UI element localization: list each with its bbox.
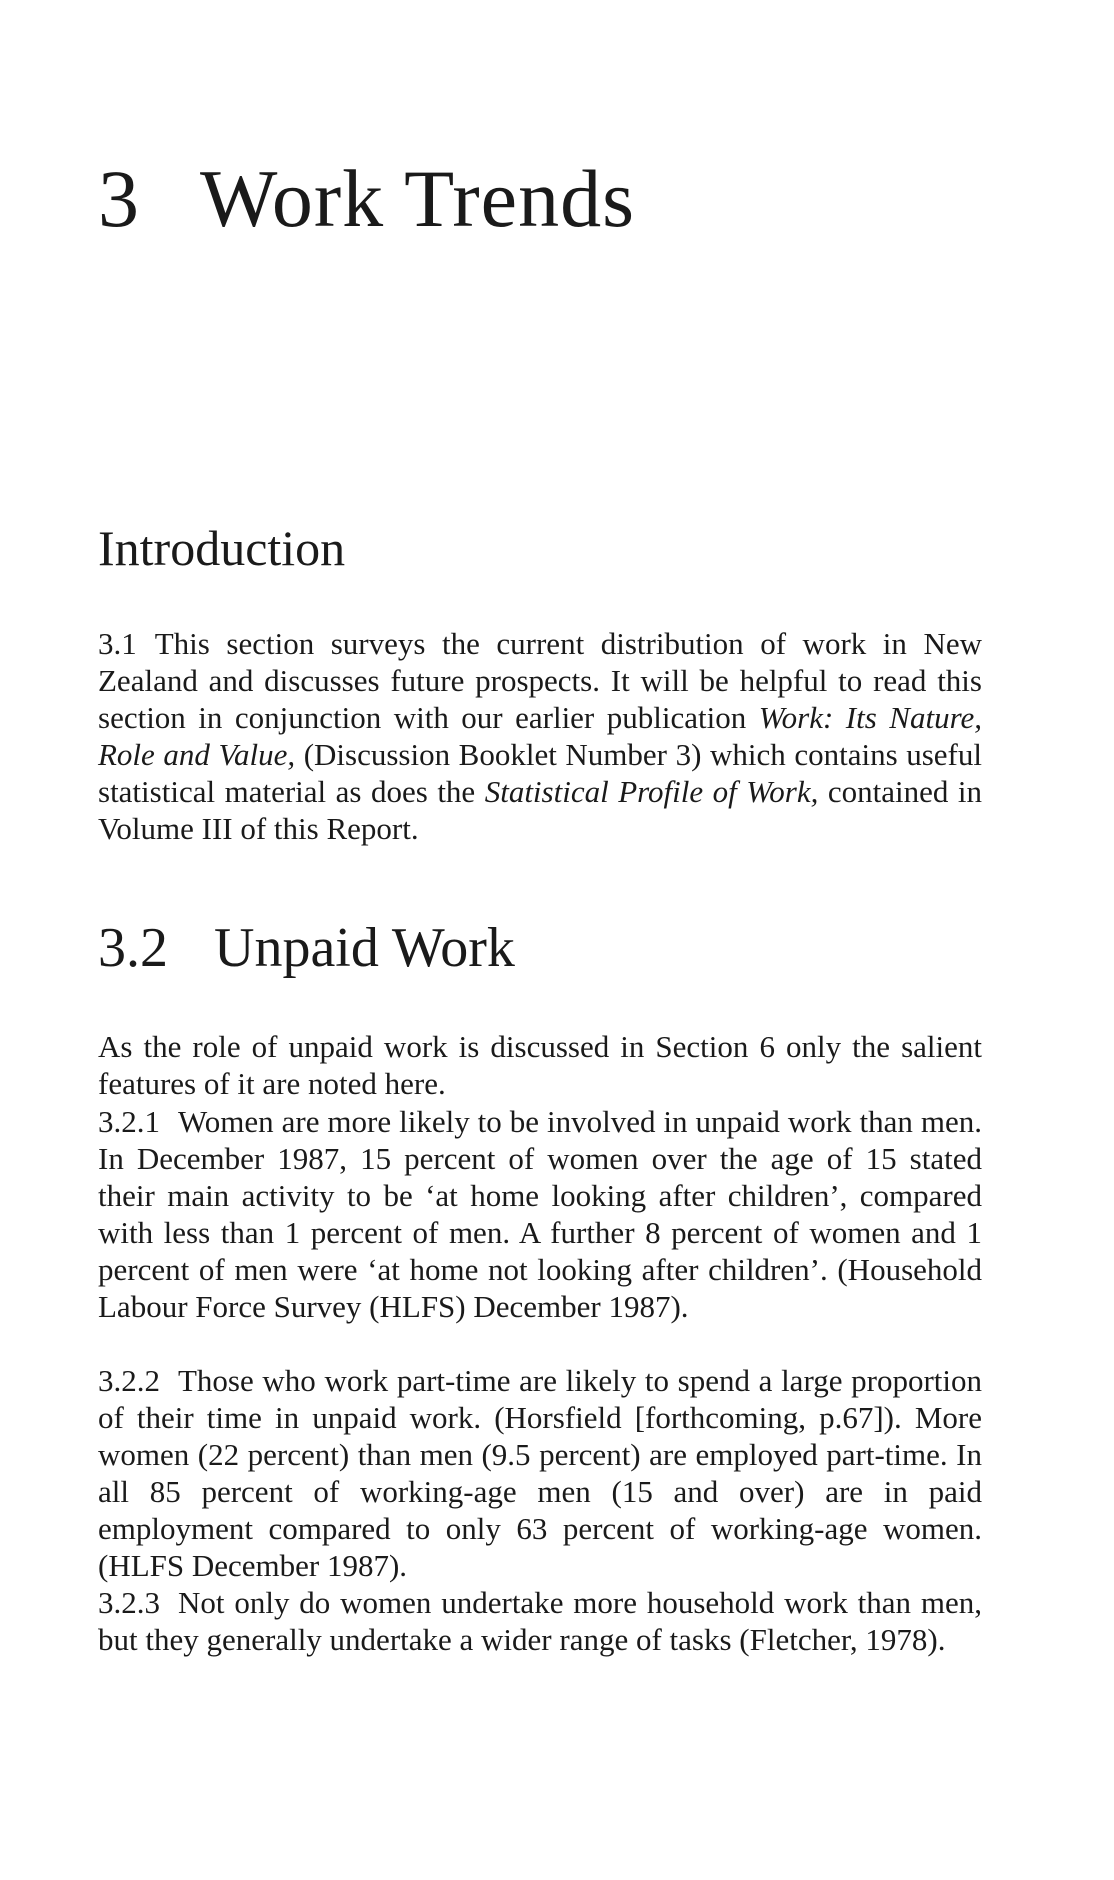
paragraph-text: This section surveys the current distribution of work in New Zealand and discusses future prospects. It will be helpful to read this section in conjunction with our earlier publication: [98, 626, 982, 735]
section-title: Unpaid Work: [214, 917, 515, 979]
paragraph-3-1: [98, 625, 982, 847]
publication-title: Statistical Profile of Work,: [484, 774, 819, 809]
chapter-title-text: Work Trends: [200, 153, 635, 244]
paragraph-text: Not only do women undertake more household work than men, but they generally undertake a wider range of tasks (Fletcher, 1978).: [98, 1585, 982, 1657]
paragraph-text: contained in Volume III of this Report.: [98, 774, 982, 846]
paragraph-number: 3.2.2: [98, 1363, 160, 1398]
introduction-heading: Introduction: [98, 520, 346, 576]
paragraph-text: (Discussion Booklet Number 3) which contains useful statistical material as does the: [98, 737, 982, 809]
paragraph-text: Women are more likely to be involved in unpaid work than men. In December 1987, 15 percent of women over the age of 15 stated their main activity to be ‘at home looking after children’, compared with less than 1 percent of men. A further 8 percent of women and 1 percent of men were ‘at home not looking after children’. (Household Labour Force Survey (HLFS) December 1987).: [98, 1104, 982, 1324]
paragraph-3-2-2: [98, 1362, 982, 1584]
section-heading: [98, 917, 515, 979]
paragraph-number: 3.2.1: [98, 1104, 160, 1139]
section-number: 3.2: [98, 917, 168, 979]
section-intro-paragraph: As the role of unpaid work is discussed in Section 6 only the salient features of it are noted here.: [98, 1029, 982, 1101]
paragraph-number: 3.2.3: [98, 1585, 160, 1620]
paragraph-number: 3.1: [98, 626, 137, 661]
paragraph-3-2-1: [98, 1103, 982, 1325]
paragraph-text: Those who work part-time are likely to spend a large proportion of their time in unpaid work. (Horsfield [forthcoming, p.67]). More women (22 percent) than men (9.5 percent) are employed part-time. In all 85 percent of working-age men (15 and over) are in paid employment compared to only 63 percent of working-age women. (HLFS December 1987).: [98, 1363, 982, 1583]
paragraph-3-2-3: [98, 1584, 982, 1658]
chapter-number: 3: [98, 153, 140, 244]
publication-title: Work: Its Nature, Role and Value,: [98, 700, 982, 772]
chapter-title: [98, 153, 635, 244]
